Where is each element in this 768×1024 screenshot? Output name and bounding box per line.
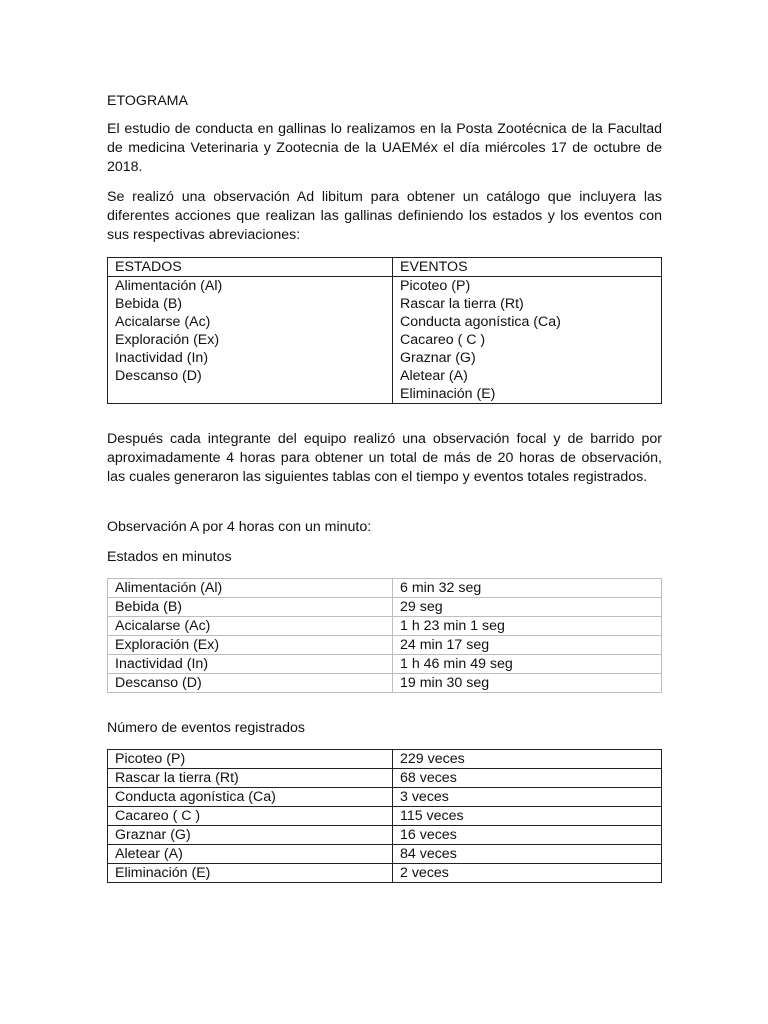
duration-cell: 6 min 32 seg	[393, 579, 662, 598]
duration-cell: 19 min 30 seg	[393, 674, 662, 693]
table-row	[108, 845, 662, 864]
table-row	[108, 636, 662, 655]
list-item: Aletear (A)	[400, 368, 468, 384]
event-cell: Aletear (A)	[108, 845, 393, 864]
table-row	[108, 769, 662, 788]
state-cell: Descanso (D)	[108, 674, 393, 693]
states-table	[107, 578, 662, 693]
count-cell: 229 veces	[393, 750, 662, 769]
eventos-list	[393, 277, 662, 404]
duration-cell: 1 h 23 min 1 seg	[393, 617, 662, 636]
list-item: Picoteo (P)	[400, 278, 471, 294]
list-item: Cacareo ( C )	[400, 332, 486, 348]
table-row	[108, 864, 662, 883]
list-item: Acicalarse (Ac)	[115, 314, 211, 330]
method-paragraph: Se realizó una observación Ad libitum para obtener un catálogo que incluyera las diferentes acciones que realizan las gallinas definiendo los estados y los eventos con sus respectivas abreviaciones:	[107, 189, 662, 243]
state-cell: Acicalarse (Ac)	[108, 617, 393, 636]
count-cell: 115 veces	[393, 807, 662, 826]
list-item: Graznar (G)	[400, 350, 476, 366]
table-row	[108, 826, 662, 845]
catalog-body-row	[108, 277, 662, 404]
catalog-header-row	[108, 258, 662, 277]
state-cell: Inactividad (In)	[108, 655, 393, 674]
event-cell: Eliminación (E)	[108, 864, 393, 883]
list-item: Conducta agonística (Ca)	[400, 314, 561, 330]
state-cell: Alimentación (Al)	[108, 579, 393, 598]
table-row	[108, 598, 662, 617]
state-cell: Exploración (Ex)	[108, 636, 393, 655]
table-row	[108, 617, 662, 636]
states-caption: Estados en minutos	[107, 549, 232, 565]
count-cell: 68 veces	[393, 769, 662, 788]
list-item: Rascar la tierra (Rt)	[400, 296, 524, 312]
table-row	[108, 655, 662, 674]
list-item: Bebida (B)	[115, 296, 183, 312]
list-item: Exploración (Ex)	[115, 332, 220, 348]
observation-paragraph: Después cada integrante del equipo realizó una observación focal y de barrido por aproximadamente 4 horas para obtener un total de más de 20 horas de observación, las cuales generaron las siguientes tablas con el tiempo y eventos totales registrados.	[107, 431, 662, 485]
catalog-table	[107, 257, 662, 404]
state-cell: Bebida (B)	[108, 598, 393, 617]
events-table	[107, 749, 662, 883]
intro-paragraph: El estudio de conducta en gallinas lo realizamos en la Posta Zootécnica de la Facultad de medicina Veterinaria y Zootecnia de la UAEMéx el día miércoles 17 de octubre de 2018.	[107, 121, 662, 175]
list-item: Eliminación (E)	[400, 386, 496, 402]
list-item: Alimentación (Al)	[115, 278, 223, 294]
document-title: ETOGRAMA	[107, 93, 188, 109]
count-cell: 84 veces	[393, 845, 662, 864]
table-row	[108, 788, 662, 807]
header-eventos: EVENTOS	[393, 258, 662, 277]
table-row	[108, 750, 662, 769]
event-cell: Rascar la tierra (Rt)	[108, 769, 393, 788]
list-item: Inactividad (In)	[115, 350, 209, 366]
event-cell: Graznar (G)	[108, 826, 393, 845]
table-row	[108, 579, 662, 598]
duration-cell: 24 min 17 seg	[393, 636, 662, 655]
table-row	[108, 807, 662, 826]
duration-cell: 29 seg	[393, 598, 662, 617]
list-item: Descanso (D)	[115, 368, 202, 384]
estados-list	[108, 277, 393, 404]
event-cell: Conducta agonística (Ca)	[108, 788, 393, 807]
duration-cell: 1 h 46 min 49 seg	[393, 655, 662, 674]
event-cell: Picoteo (P)	[108, 750, 393, 769]
events-caption: Número de eventos registrados	[107, 720, 305, 736]
count-cell: 3 veces	[393, 788, 662, 807]
count-cell: 2 veces	[393, 864, 662, 883]
table-row	[108, 674, 662, 693]
count-cell: 16 veces	[393, 826, 662, 845]
header-estados: ESTADOS	[108, 258, 393, 277]
observation-a-heading: Observación A por 4 horas con un minuto:	[107, 519, 372, 535]
event-cell: Cacareo ( C )	[108, 807, 393, 826]
